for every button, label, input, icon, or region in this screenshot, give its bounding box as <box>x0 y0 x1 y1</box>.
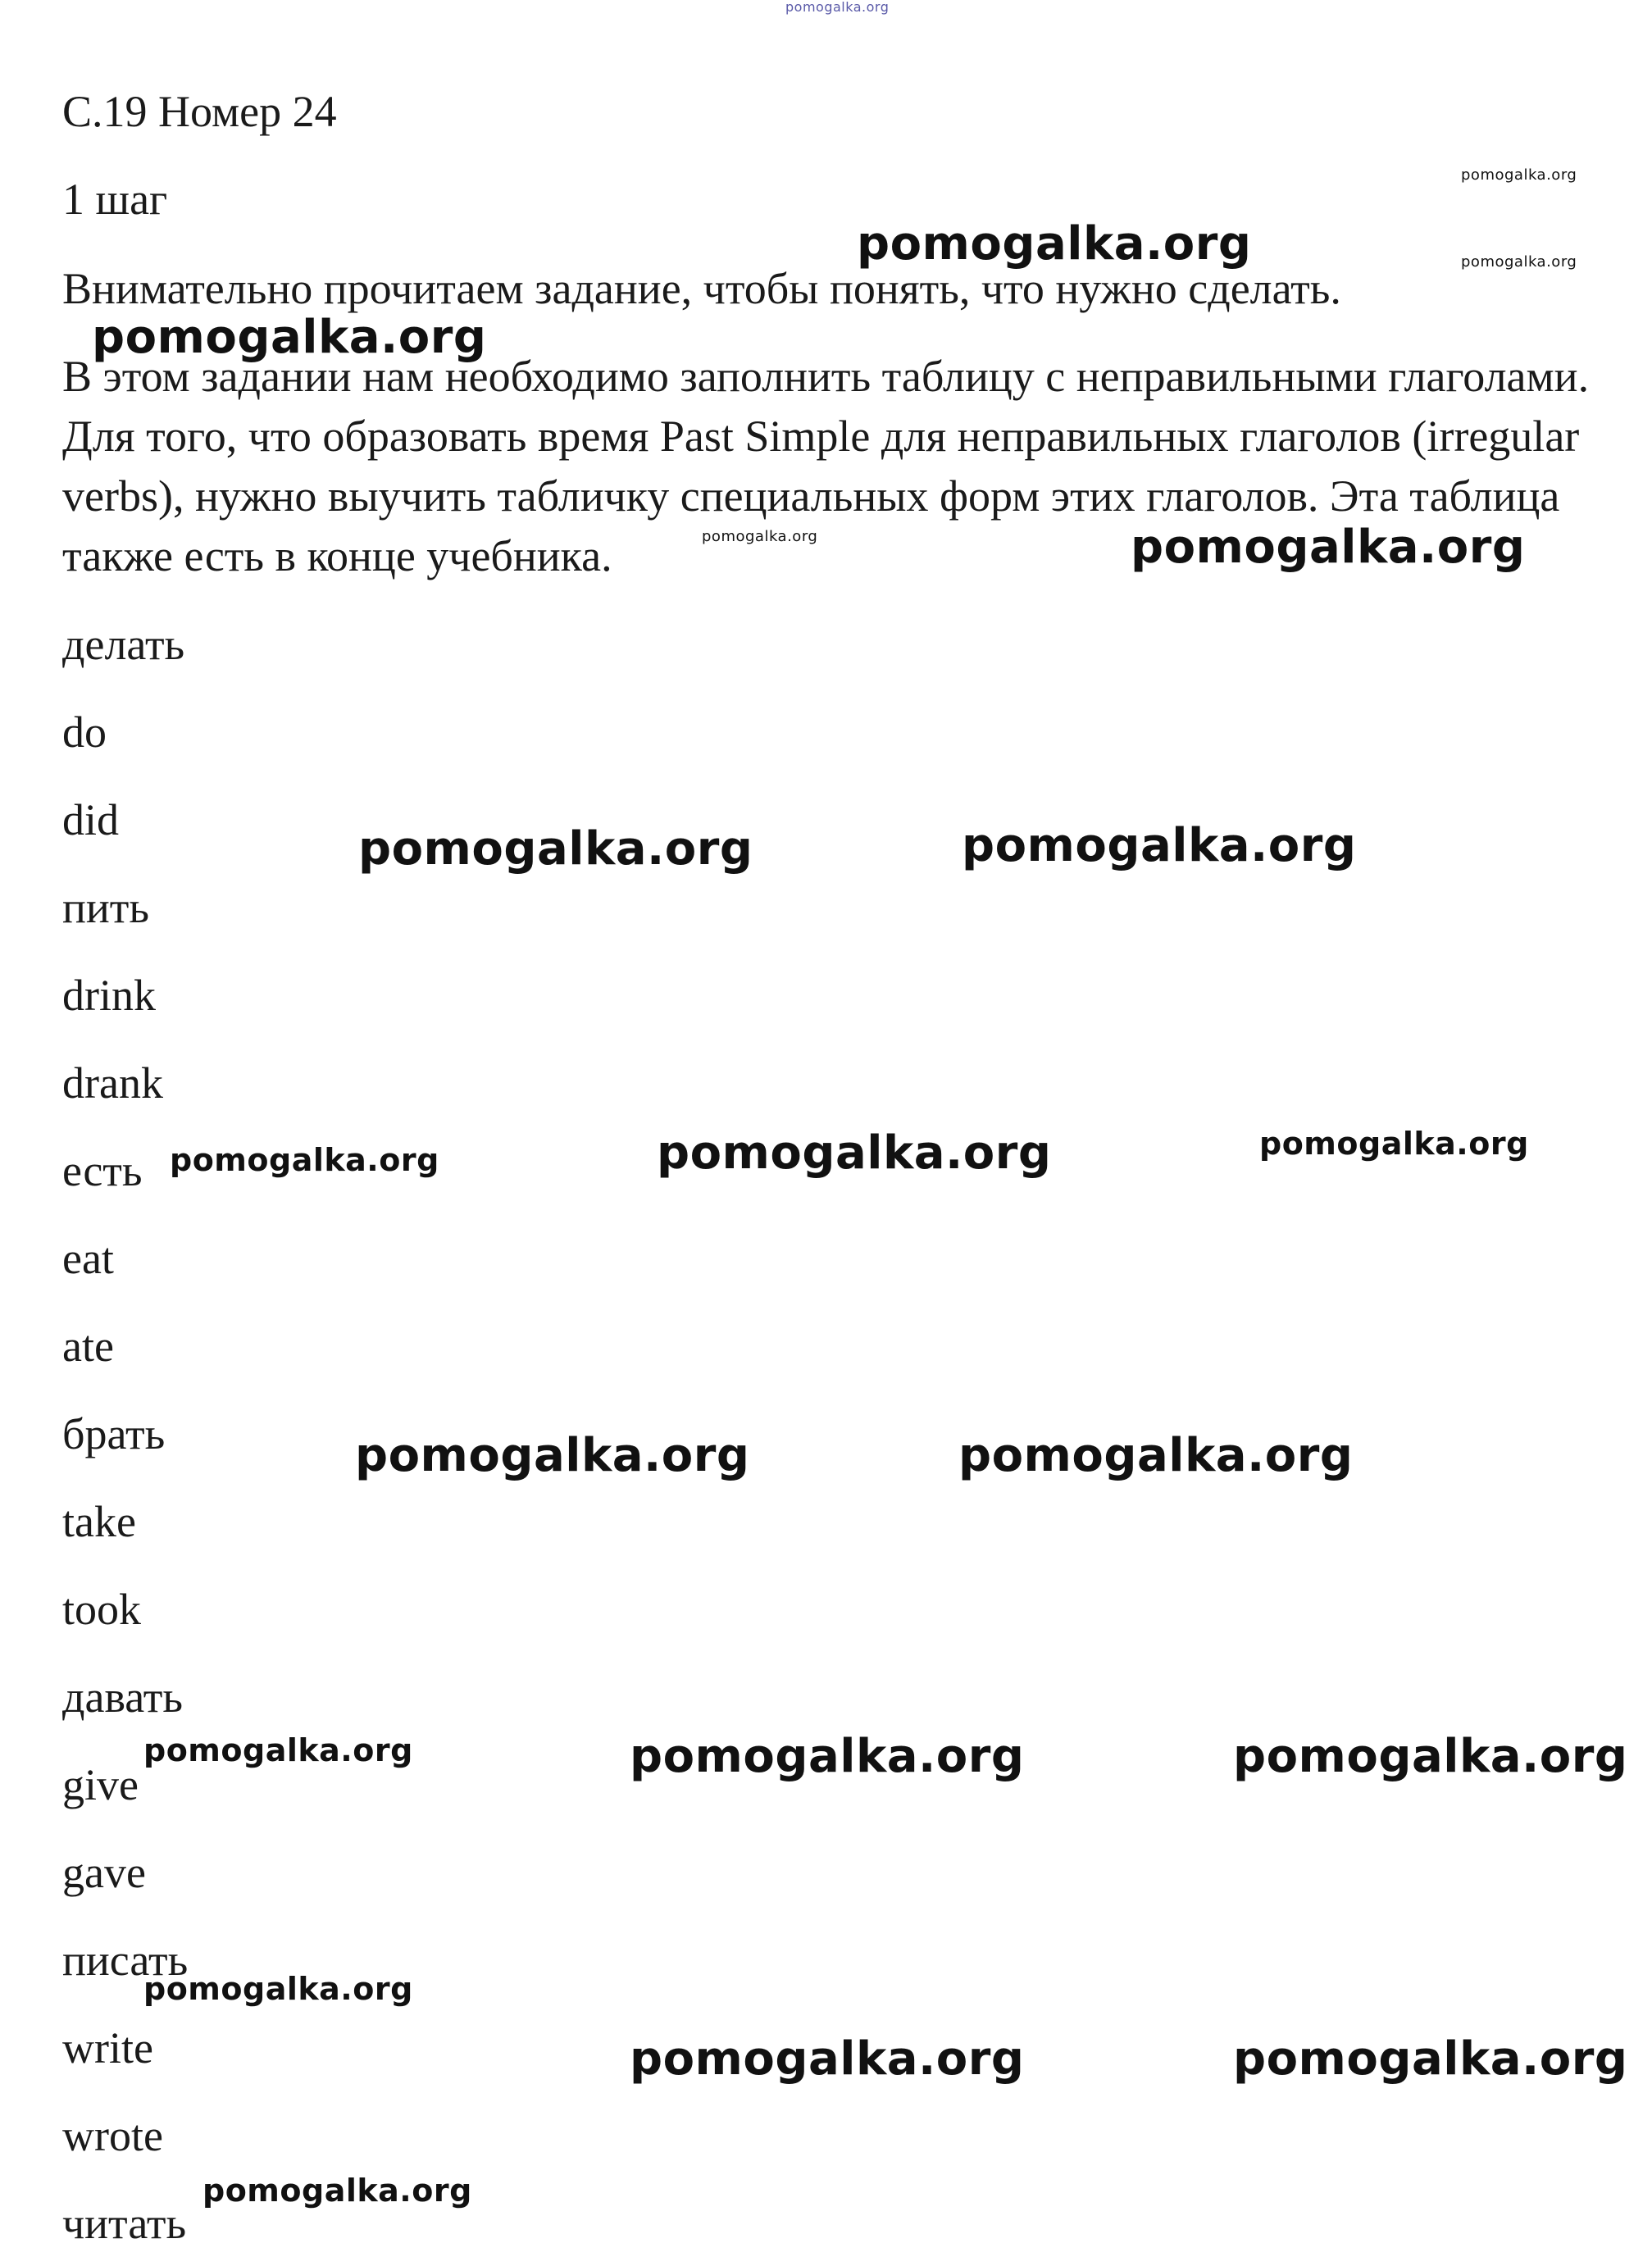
verb-list-item: gave <box>62 1848 146 1897</box>
watermark: pomogalka.org <box>702 528 818 545</box>
explanation-paragraph: В этом задании нам необходимо заполнить таблицу с неправильными глаголами. Для того, что образовать время Past Simple для неправильных глаголов (irregular verbs), нужно выучить табличку специальных форм этих глаголов. Эта таблица также есть в конце учебника. <box>62 352 1590 580</box>
verb-list-item: брать <box>62 1409 166 1458</box>
watermark: pomogalka.org <box>1461 253 1577 271</box>
watermark: pomogalka.org <box>1259 1126 1529 1162</box>
verb-list-item: write <box>62 2023 153 2073</box>
verb-list-item: есть <box>62 1146 143 1195</box>
verb-list-item: took <box>62 1585 142 1634</box>
verb-list-item: take <box>62 1497 136 1546</box>
verb-list-item: читать <box>62 2199 187 2248</box>
watermark: pomogalka.org <box>170 1142 439 1178</box>
step-label: 1 шаг <box>62 175 168 224</box>
watermark: pomogalka.org <box>1461 166 1577 184</box>
watermark: pomogalka.org <box>630 1730 1025 1783</box>
verb-list-item: drank <box>62 1058 163 1108</box>
watermark: pomogalka.org <box>1233 1730 1628 1783</box>
watermark: pomogalka.org <box>143 1971 413 2007</box>
verb-list-item: пить <box>62 883 150 932</box>
watermark: pomogalka.org <box>1233 2032 1628 2086</box>
watermark: pomogalka.org <box>92 311 487 364</box>
verb-list-item: eat <box>62 1234 114 1283</box>
watermark: pomogalka.org <box>962 819 1357 872</box>
watermark: pomogalka.org <box>1131 521 1526 574</box>
watermark: pomogalka.org <box>143 1732 413 1768</box>
intro-paragraph: Внимательно прочитаем задание, чтобы понять, что нужно сделать. <box>62 264 1341 313</box>
verb-list-item: give <box>62 1760 139 1809</box>
watermark: pomogalka.org <box>358 822 753 876</box>
verb-list-item: делать <box>62 620 185 669</box>
verb-list-item: drink <box>62 971 156 1020</box>
verb-list-item: ate <box>62 1322 114 1371</box>
watermark: pomogalka.org <box>657 1126 1052 1180</box>
verb-list-item: do <box>62 708 107 757</box>
verb-list-item: давать <box>62 1672 184 1722</box>
watermark: pomogalka.org <box>857 217 1252 271</box>
watermark: pomogalka.org <box>630 2032 1025 2086</box>
watermark: pomogalka.org <box>203 2173 472 2209</box>
page-title: С.19 Номер 24 <box>62 87 337 136</box>
watermark: pomogalka.org <box>355 1429 750 1482</box>
watermark: pomogalka.org <box>785 0 890 15</box>
verb-list-item: писать <box>62 1936 189 1985</box>
watermark: pomogalka.org <box>958 1429 1354 1482</box>
verb-list-item: wrote <box>62 2111 163 2160</box>
verb-list-item: did <box>62 795 120 844</box>
